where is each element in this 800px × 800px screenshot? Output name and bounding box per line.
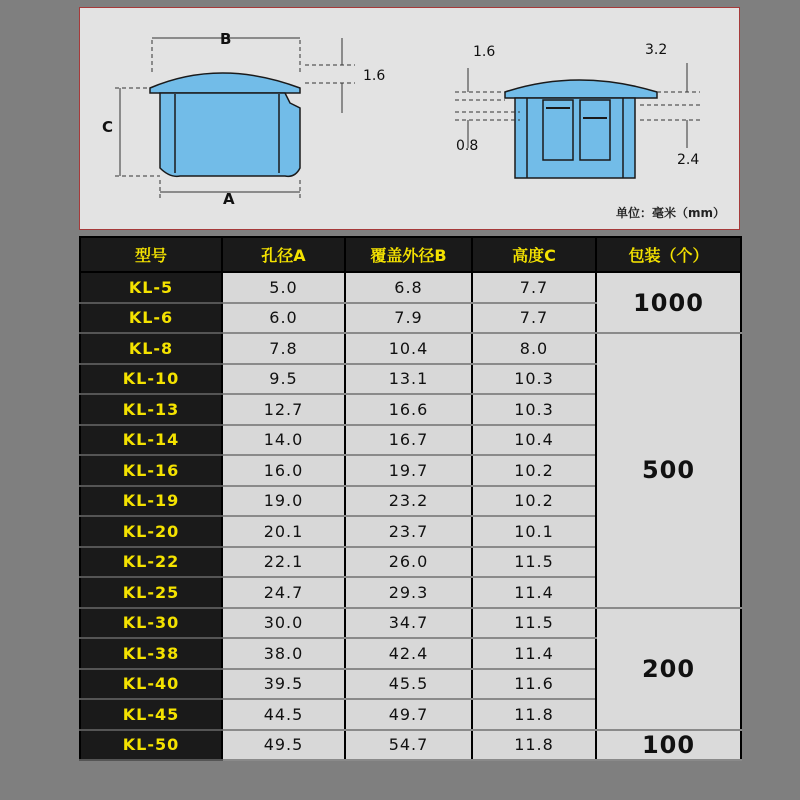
cell-cover-diameter: 16.7 [345, 425, 472, 456]
spec-table-body [80, 272, 741, 760]
cell-cover-diameter: 34.7 [345, 608, 472, 639]
cell-height: 11.8 [472, 699, 596, 730]
header-packaging: 包装（个） [596, 237, 741, 272]
header-model: 型号 [80, 237, 222, 272]
header-height: 高度C [472, 237, 596, 272]
cell-model: KL-16 [80, 455, 222, 486]
cell-model: KL-5 [80, 272, 222, 303]
cell-model: KL-14 [80, 425, 222, 456]
cell-cover-diameter: 26.0 [345, 547, 472, 578]
cell-cover-diameter: 49.7 [345, 699, 472, 730]
cell-hole-diameter: 6.0 [222, 303, 345, 334]
cell-model: KL-8 [80, 333, 222, 364]
table-row [80, 730, 741, 761]
dim-c-label: C [102, 118, 114, 136]
cell-model: KL-13 [80, 394, 222, 425]
cell-cover-diameter: 54.7 [345, 730, 472, 761]
dim-section-top-right-label: 3.2 [645, 42, 668, 58]
cell-model: KL-30 [80, 608, 222, 639]
cell-hole-diameter: 12.7 [222, 394, 345, 425]
header-cover-diameter: 覆盖外径B [345, 237, 472, 272]
cell-model: KL-10 [80, 364, 222, 395]
cell-hole-diameter: 22.1 [222, 547, 345, 578]
cell-hole-diameter: 14.0 [222, 425, 345, 456]
cell-height: 11.6 [472, 669, 596, 700]
cell-model: KL-50 [80, 730, 222, 761]
cell-model: KL-38 [80, 638, 222, 669]
cell-cover-diameter: 7.9 [345, 303, 472, 334]
cell-hole-diameter: 30.0 [222, 608, 345, 639]
cell-hole-diameter: 38.0 [222, 638, 345, 669]
cell-height: 10.3 [472, 394, 596, 425]
cell-cover-diameter: 10.4 [345, 333, 472, 364]
dim-section-bottom-left-label: 0.8 [456, 138, 479, 154]
plug-drawings [80, 8, 741, 231]
table-row [80, 333, 741, 364]
cell-packaging-qty: 100 [596, 730, 741, 761]
cell-height: 10.3 [472, 364, 596, 395]
cell-cover-diameter: 29.3 [345, 577, 472, 608]
cell-model: KL-25 [80, 577, 222, 608]
dim-section-top-left-label: 1.6 [473, 44, 496, 60]
cell-cover-diameter: 45.5 [345, 669, 472, 700]
cell-height: 10.1 [472, 516, 596, 547]
dim-b-label: B [220, 30, 232, 48]
cell-hole-diameter: 19.0 [222, 486, 345, 517]
cell-height: 11.4 [472, 577, 596, 608]
cell-model: KL-19 [80, 486, 222, 517]
cell-height: 7.7 [472, 272, 596, 303]
cell-cover-diameter: 19.7 [345, 455, 472, 486]
cell-packaging-qty: 1000 [596, 272, 741, 333]
cell-model: KL-40 [80, 669, 222, 700]
cell-model: KL-20 [80, 516, 222, 547]
cell-height: 11.5 [472, 608, 596, 639]
cell-cover-diameter: 13.1 [345, 364, 472, 395]
cell-model: KL-6 [80, 303, 222, 334]
table-row [80, 272, 741, 303]
cell-cover-diameter: 42.4 [345, 638, 472, 669]
cell-hole-diameter: 49.5 [222, 730, 345, 761]
section-view-drawing [455, 42, 700, 178]
dim-section-bottom-right-label: 2.4 [677, 152, 700, 168]
cell-cover-diameter: 6.8 [345, 272, 472, 303]
cell-height: 10.2 [472, 455, 596, 486]
cell-cover-diameter: 23.7 [345, 516, 472, 547]
cell-hole-diameter: 20.1 [222, 516, 345, 547]
cell-hole-diameter: 5.0 [222, 272, 345, 303]
side-view-drawing [102, 30, 385, 208]
header-hole-diameter: 孔径A [222, 237, 345, 272]
cell-height: 10.2 [472, 486, 596, 517]
cell-height: 8.0 [472, 333, 596, 364]
cell-hole-diameter: 9.5 [222, 364, 345, 395]
cell-cover-diameter: 23.2 [345, 486, 472, 517]
spec-table [79, 236, 742, 761]
cell-height: 7.7 [472, 303, 596, 334]
cell-packaging-qty: 500 [596, 333, 741, 608]
cell-height: 10.4 [472, 425, 596, 456]
dim-a-label: A [223, 190, 235, 208]
spec-table-header [80, 237, 741, 272]
cell-hole-diameter: 24.7 [222, 577, 345, 608]
cell-height: 11.8 [472, 730, 596, 761]
cell-model: KL-45 [80, 699, 222, 730]
dimension-diagram [79, 7, 740, 230]
cell-hole-diameter: 16.0 [222, 455, 345, 486]
cell-hole-diameter: 39.5 [222, 669, 345, 700]
cell-height: 11.4 [472, 638, 596, 669]
cell-hole-diameter: 7.8 [222, 333, 345, 364]
table-row [80, 608, 741, 639]
unit-label: 单位：毫米（mm） [615, 206, 725, 220]
cell-hole-diameter: 44.5 [222, 699, 345, 730]
dim-cap-thickness-label: 1.6 [363, 68, 386, 84]
cell-model: KL-22 [80, 547, 222, 578]
cell-packaging-qty: 200 [596, 608, 741, 730]
cell-height: 11.5 [472, 547, 596, 578]
cell-cover-diameter: 16.6 [345, 394, 472, 425]
